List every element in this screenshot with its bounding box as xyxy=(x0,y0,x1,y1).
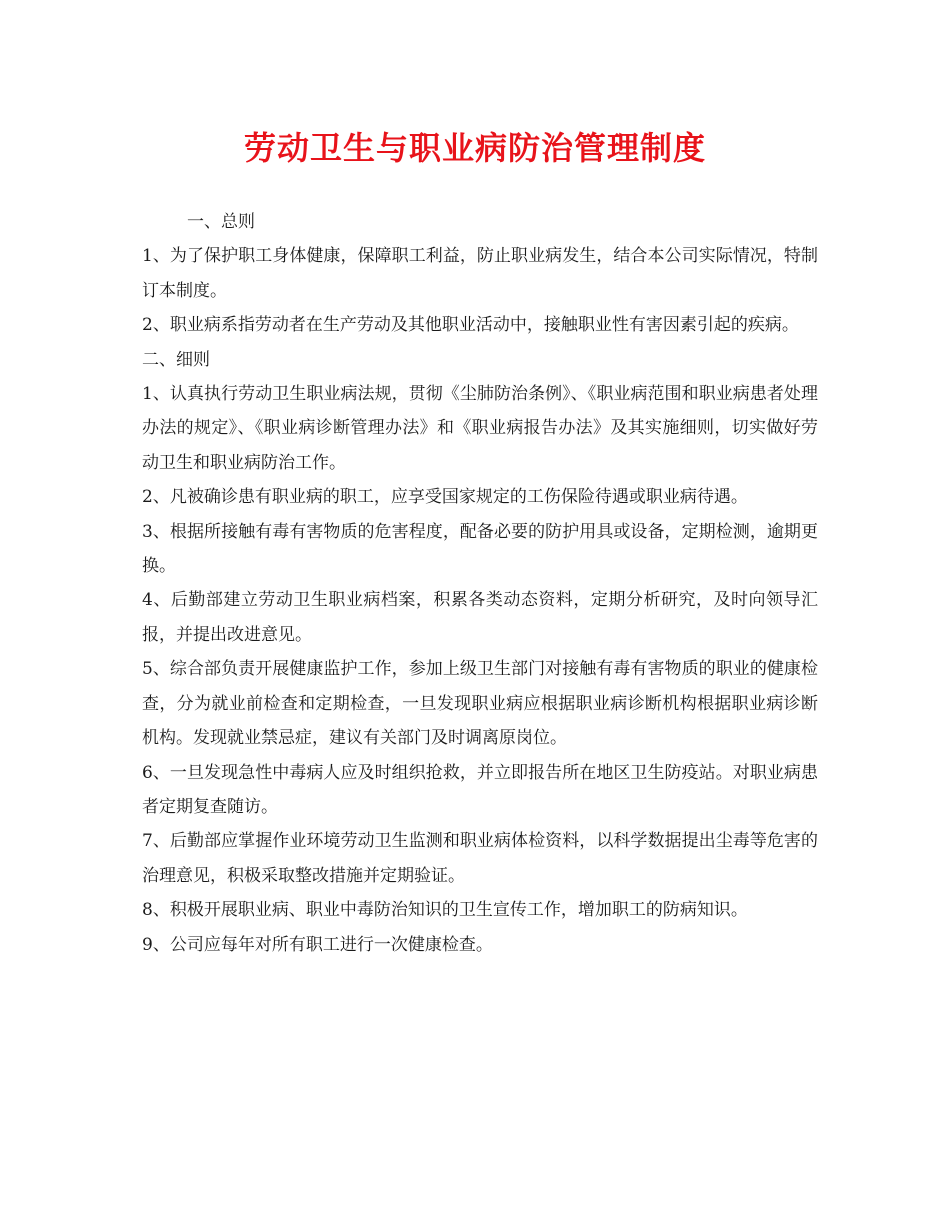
paragraph-detail-1: 1、认真执行劳动卫生职业病法规，贯彻《尘肺防治条例》、《职业病范围和职业病患者处理办法的规定》、《职业病诊断管理办法》和《职业病报告办法》及其实施细则，切实做好劳动卫生和职业病防治工作。 xyxy=(142,384,818,473)
document-title: 劳动卫生与职业病防治管理制度 xyxy=(243,129,706,167)
paragraph-detail-3: 3、根据所接触有毒有害物质的危害程度，配备必要的防护用具或设备，定期检测，逾期更换。 xyxy=(142,521,818,577)
paragraph-detail-8: 8、积极开展职业病、职业中毒防治知识的卫生宣传工作，增加职工的防病知识。 xyxy=(142,900,748,921)
paragraph-detail-9: 9、公司应每年对所有职工进行一次健康检查。 xyxy=(142,934,493,955)
paragraph-detail-6: 6、一旦发现急性中毒病人应及时组织抢救，并立即报告所在地区卫生防疫站。对职业病患者定期复查随访。 xyxy=(142,762,818,817)
paragraph-detail-5: 5、综合部负责开展健康监护工作，参加上级卫生部门对接触有毒有害物质的职业的健康检查，分为就业前检查和定期检查，一旦发现职业病应根据职业病诊断机构根据职业病诊断机构。发现就业禁忌症，建议有关部门及时调离原岗位。 xyxy=(142,659,818,749)
paragraph-general-1: 1、为了保护职工身体健康，保障职工利益，防止职业病发生，结合本公司实际情况，特制订本制度。 xyxy=(142,246,818,301)
paragraph-detail-2: 2、凡被确诊患有职业病的职工，应享受国家规定的工伤保险待遇或职业病待遇。 xyxy=(142,487,748,508)
paragraph-detail-7: 7、后勤部应掌握作业环境劳动卫生监测和职业病体检资料，以科学数据提出尘毒等危害的治理意见，积极采取整改措施并定期验证。 xyxy=(142,831,818,886)
paragraph-general-2: 2、职业病系指劳动者在生产劳动及其他职业活动中，接触职业性有害因素引起的疾病。 xyxy=(142,315,799,336)
section-heading-details: 二、细则 xyxy=(142,349,210,370)
section-heading-general: 一、总则 xyxy=(187,212,255,232)
document-body xyxy=(142,205,818,962)
paragraph-detail-4: 4、后勤部建立劳动卫生职业病档案，积累各类动态资料，定期分析研究，及时向领导汇报，并提出改进意见。 xyxy=(142,590,818,645)
